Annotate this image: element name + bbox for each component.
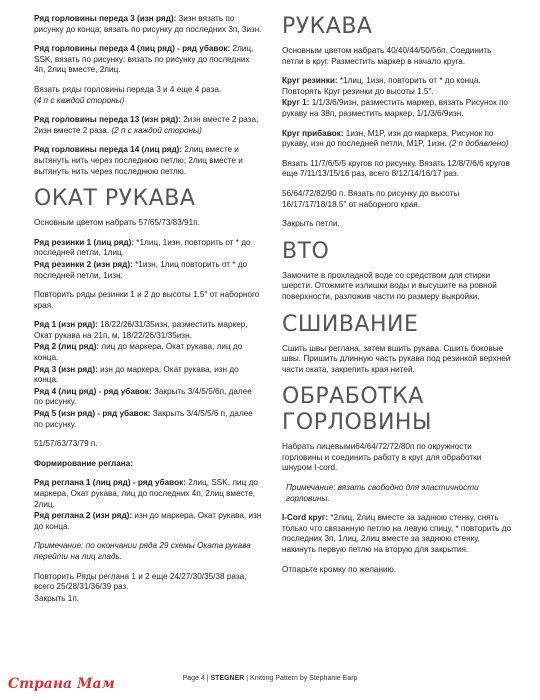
paragraph: Основным цветом набрать 40/40/44/50/56п. Соединить петли в круг. Разместить маркер в начало круга. — [282, 46, 492, 66]
section-heading-okat: ОКАТ РУКАВА — [34, 186, 196, 212]
section-heading-shivanie: СШИВАНИЕ — [282, 311, 419, 337]
paragraph: Вязать ряды горловины переда 3 и 4 еще 4 раза. (4 п с каждой стороны) — [34, 84, 222, 105]
left-column — [34, 14, 262, 613]
section-heading-obrabotka: ОБРАБОТКА — [282, 384, 424, 410]
page-footer: Page 4 | STEGNER | Knitting Pattern by Stephanie Earp — [182, 675, 358, 682]
right-column — [282, 14, 512, 584]
site-watermark: Страна Мам — [8, 676, 115, 692]
paragraph: Ряд реглана 2 (изн ряд): изн до маркера, Окат рукава, изн до конца. — [34, 511, 262, 531]
section-heading-gorloviny: ГОРЛОВИНЫ — [282, 410, 432, 436]
paragraph: Ряд резинки 2 (изн ряд): *1изн, 1лиц повторить от * до последней петли, 1изн. — [34, 259, 248, 280]
brand-name: STEGNER — [210, 675, 245, 682]
paragraph: Ряд горловины переда 4 (лиц ряд) - ряд убавок: 2лиц, SSK, вязать по рисунку; вязать по рисунку до последних 4п, 2лиц вместе, 2лиц. — [34, 44, 254, 75]
paragraph: Ряд 3 (изн ряд): изн до маркера, Окат рукава, изн до конца. — [34, 364, 239, 385]
paragraph: Круг прибавок: 1изн, M1P, изн до маркера, Рисунок по рукаву, изн до последней петли, M1P, 1изн. (2 п добавлено) — [282, 128, 509, 149]
paragraph: Ряд 1 (изн ряд): 18/22/26/31/35изн, разместить маркер, Окат рукава на 21п, м, 18/22/26/31/35изн. — [34, 320, 248, 340]
paragraph: Ряд 2 (лиц ряд): лиц до маркера, Окат рукава, лиц до конца. — [34, 342, 243, 363]
paragraph: Замочите в прохладной воде со средством для стирки шерсти. Отожмите излишки воды и высушите на ровной поверхности, разложив части по размеру выкройки. — [282, 270, 497, 301]
paragraph: Вязать 11/7/6/5/5 кругов по рисунку. Вязать 12/8/7/6/6 кругов еще 7/11/13/15/16 раз, всего 8/12/14/16/17 раз. — [282, 158, 510, 179]
paragraph: Основным цветом набрать 57/65/73/83/91п. — [34, 218, 200, 228]
paragraph: Круг 1: 1/1/3/6/9изн, разместить маркер, вязать Рисунок по рукаву на 38п, разместить маркер, 1/1/3/6/9изн. — [282, 98, 508, 118]
footer-credit: Knitting Pattern by Stephanie Earp — [250, 675, 358, 682]
section-heading-rukava: РУКАВА — [282, 14, 373, 39]
note: Примечание: по окончании ряда 29 схемы Оката рукава перейти на лиц гладь. — [34, 541, 251, 561]
paragraph: Ряд резинки 1 (лиц ряд): *1лиц, 1изн, повторить от * до последней петли, 1лиц. — [34, 237, 251, 258]
paragraph: Ряд реглана 1 (лиц ряд) - ряд убавок: 2лиц, SSK, лиц до маркера, Окат рукава, лиц до последних 4п, 2лиц вместе, 2лиц. — [34, 478, 258, 509]
paragraph: Ряд горловины переда 14 (лиц ряд): 2лиц вместе и вытянуть нить через последнюю петлю; 2лиц вместе и вытянуть нить через последнюю петлю. — [34, 145, 243, 176]
paragraph: Повторить Ряды реглана 1 и 2 еще 24/27/30/35/38 раза, всего 25/28/31/36/39 раз. — [34, 571, 247, 592]
paragraph: Сшить швы реглана, затем вшить рукава. Сшить боковые швы. Пришить длинную часть рукава под резинкой верхней части оката, закрепить края нитей. — [282, 343, 511, 374]
paragraph: Набрать лицевыми64/64/72/72/80п по окружности горловины и соединить работу в круг для обработки шнуром I-cord. — [282, 442, 482, 473]
paragraph: Повторить ряды резинки 1 и 2 до высоты 1.5" от наборного края. — [34, 290, 260, 310]
subheading: Формирование реглана: — [34, 458, 134, 468]
paragraph: Закрыть петли. — [282, 219, 340, 229]
paragraph: Круг резинки: *1лиц, 1изн, повторить от * до конца. Повторять Круг резинки до высоты 1.5". — [282, 76, 481, 96]
note: Примечание: вязать свободно для эластичности горловины. — [286, 483, 479, 503]
section-heading-vto: ВТО — [282, 238, 330, 264]
paragraph: 51/57/63/73/79 п. — [34, 439, 98, 449]
paragraph: Закрыть 1п. — [34, 593, 80, 603]
paragraph: I-Cord круг: *2лиц, 2лиц вместе за заднюю стенку, снять только что связанную петлю на левую спицу, * повторить до последних 3п, 1лиц, 2лиц вместе за заднюю стенку, накинуть первую петлю на вторую для закрытия. — [282, 513, 511, 555]
paragraph: Ряд 5 (изн ряд) - ряд убавок: Закрыть 3/4/5/5/6 п, далее по рисунку. — [34, 409, 253, 429]
page-number: Page 4 — [182, 675, 205, 682]
paragraph: Отпарьте кромку по желанию. — [282, 564, 396, 574]
paragraph: Ряд горловины переда 13 (изн ряд): 2изн вместе 2 раза; 2изн вместе 2 раза. (2 п с каждой стороны) — [34, 115, 259, 135]
paragraph: Ряд горловины переда 3 (изн ряд): 3изн вязать по рисунку до конца; вязать по рисунку до последних 3п, 3изн. — [34, 14, 262, 34]
paragraph: 56/64/72/82/90 п. Вязать по рисунку до высоты 16/17/17/18/18.5" от наборного края. — [282, 188, 460, 209]
paragraph: Ряд 4 (лиц ряд) - ряд убавок: Закрыть 3/4/5/5/6п, далее по рисунку. — [34, 386, 252, 407]
